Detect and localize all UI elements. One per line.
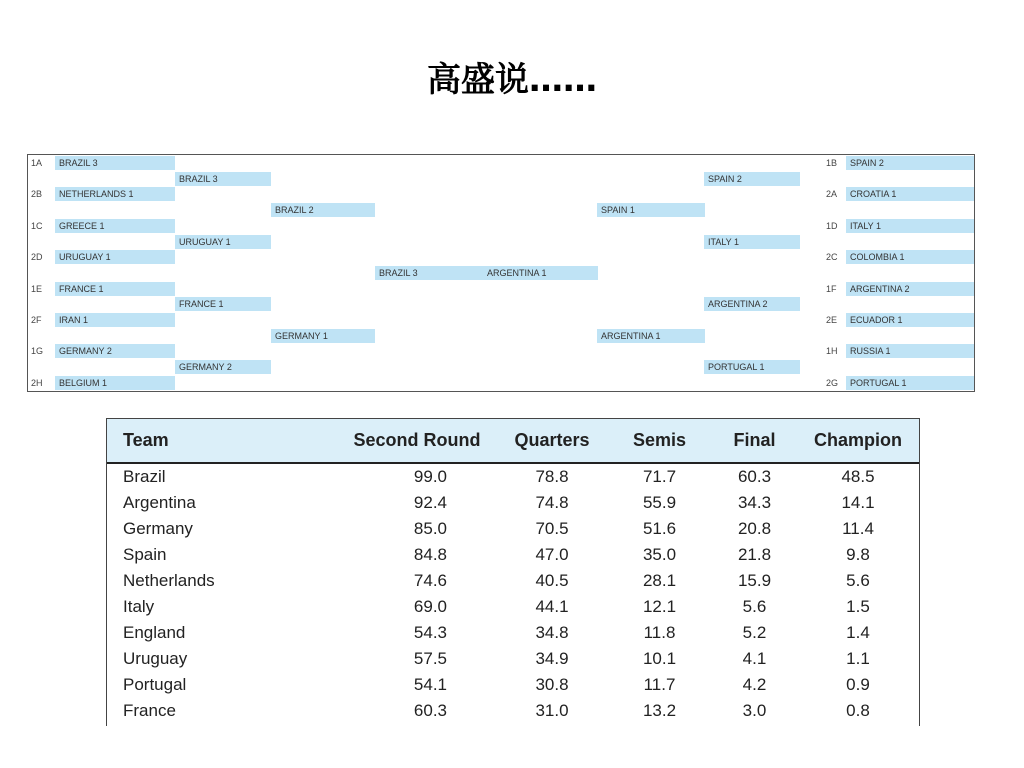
table-row [107, 698, 919, 724]
table-cell: Netherlands [123, 571, 215, 590]
bracket-r16-slot: BRAZIL 3 [55, 156, 175, 170]
table-row [107, 464, 919, 490]
table-row [107, 672, 919, 698]
bracket-qf-slot: GERMANY 2 [175, 360, 271, 374]
bracket-qf-slot: PORTUGAL 1 [704, 360, 800, 374]
table-cell: 5.6 [742, 597, 767, 616]
table-cell: 11.7 [643, 675, 676, 694]
table-cell: Brazil [123, 467, 166, 486]
table-cell: 70.5 [535, 519, 569, 538]
bracket-qf-slot: ARGENTINA 2 [704, 297, 800, 311]
bracket-r16-slot: ECUADOR 1 [846, 313, 974, 327]
table-row [107, 542, 919, 568]
bracket-seed: 1F [826, 283, 837, 294]
table-cell: Argentina [123, 493, 196, 512]
bracket-final-slot: BRAZIL 3 [375, 266, 483, 280]
column-header: Team [123, 430, 169, 450]
table-cell: 14.1 [841, 493, 875, 512]
bracket-seed: 2D [31, 252, 43, 263]
table-cell: 54.3 [413, 623, 447, 642]
table-row [107, 516, 919, 542]
knockout-bracket [27, 154, 975, 392]
bracket-qf-slot: ITALY 1 [704, 235, 800, 249]
bracket-sf-slot: GERMANY 1 [271, 329, 375, 343]
table-cell: 31.0 [535, 701, 569, 720]
bracket-r16-slot: ARGENTINA 2 [846, 282, 974, 296]
bracket-r16-slot: COLOMBIA 1 [846, 250, 974, 264]
table-cell: 13.2 [642, 701, 677, 720]
table-cell: Spain [123, 545, 167, 564]
table-cell: 11.8 [643, 623, 676, 642]
table-cell: 85.0 [413, 519, 447, 538]
table-cell: 74.6 [413, 571, 447, 590]
table-row [107, 568, 919, 594]
bracket-r16-slot: ITALY 1 [846, 219, 974, 233]
bracket-final-slot: ARGENTINA 1 [483, 266, 598, 280]
bracket-seed: 2C [826, 252, 838, 263]
table-cell: Italy [123, 597, 155, 616]
table-cell: 40.5 [535, 571, 569, 590]
bracket-r16-slot: NETHERLANDS 1 [55, 187, 175, 201]
table-cell: England [123, 623, 186, 642]
table-header [107, 419, 919, 464]
bracket-seed: 2B [31, 189, 43, 200]
bracket-r16-slot: PORTUGAL 1 [846, 376, 974, 390]
table-cell: 74.8 [535, 493, 569, 512]
table-cell: 57.5 [413, 649, 447, 668]
table-cell: 10.1 [642, 649, 677, 668]
column-header: Final [733, 430, 776, 450]
table-body [107, 464, 919, 724]
table-cell: 5.2 [742, 623, 767, 642]
column-header: Quarters [514, 430, 590, 450]
bracket-r16-slot: BELGIUM 1 [55, 376, 175, 390]
table-row [107, 594, 919, 620]
table-cell: 84.8 [413, 545, 447, 564]
table-cell: Germany [123, 519, 193, 538]
table-cell: 1.5 [846, 597, 870, 616]
bracket-qf-slot: SPAIN 2 [704, 172, 800, 186]
table-cell: 9.8 [846, 545, 870, 564]
table-cell: 51.6 [642, 519, 677, 538]
bracket-seed: 1H [826, 346, 838, 357]
table-cell: 92.4 [413, 493, 447, 512]
table-cell: 48.5 [841, 467, 875, 486]
bracket-sf-slot: SPAIN 1 [597, 203, 705, 217]
bracket-r16-slot: IRAN 1 [55, 313, 175, 327]
table-cell: France [123, 701, 176, 720]
table-cell: 34.8 [535, 623, 569, 642]
bracket-seed: 2F [31, 315, 42, 325]
bracket-sf-slot: BRAZIL 2 [271, 203, 375, 217]
table-cell: 71.7 [642, 467, 677, 486]
table-cell: 4.2 [742, 675, 767, 694]
table-cell: 20.8 [737, 519, 772, 538]
table-cell: 4.1 [742, 649, 767, 668]
table-cell: 15.9 [737, 571, 772, 590]
table-row [107, 620, 919, 646]
bracket-r16-slot: GERMANY 2 [55, 344, 175, 358]
column-header: Semis [632, 430, 687, 450]
table-cell: 30.8 [535, 675, 569, 694]
table-cell: 34.9 [535, 649, 569, 668]
table-row [107, 490, 919, 516]
table-cell: 21.8 [737, 545, 772, 564]
bracket-qf-slot: BRAZIL 3 [175, 172, 271, 186]
bracket-seed: 1C [31, 220, 43, 231]
table-cell: Uruguay [123, 649, 188, 668]
table-cell: 1.1 [846, 649, 870, 668]
table-cell: 44.1 [535, 597, 569, 616]
bracket-seed: 1D [826, 220, 838, 231]
bracket-seed: 1E [31, 283, 43, 294]
table-cell: Portugal [123, 675, 187, 694]
bracket-r16-slot: RUSSIA 1 [846, 344, 974, 358]
table-cell: 1.4 [846, 623, 870, 642]
table-cell: 0.8 [846, 701, 870, 720]
table-cell: 54.1 [413, 675, 447, 694]
table-cell: 11.4 [842, 519, 874, 538]
bracket-qf-slot: FRANCE 1 [175, 297, 271, 311]
table-row [107, 646, 919, 672]
column-header: Champion [814, 430, 902, 450]
table-cell: 0.9 [846, 675, 870, 694]
bracket-seed: 1B [826, 158, 838, 168]
bracket-seed: 1G [31, 346, 44, 357]
bracket-r16-slot: GREECE 1 [55, 219, 175, 233]
bracket-qf-slot: URUGUAY 1 [175, 235, 271, 249]
table-cell: 3.0 [742, 701, 767, 720]
table-cell: 60.3 [413, 701, 447, 720]
table-cell: 28.1 [642, 571, 677, 590]
bracket-seed: 2E [826, 315, 838, 325]
table-cell: 35.0 [642, 545, 677, 564]
bracket-r16-slot: FRANCE 1 [55, 282, 175, 296]
probability-table [106, 418, 920, 726]
table-cell: 78.8 [535, 467, 569, 486]
table-cell: 69.0 [413, 597, 447, 616]
table-cell: 55.9 [642, 493, 677, 512]
table-cell: 12.1 [642, 597, 677, 616]
bracket-seed: 1A [31, 158, 43, 168]
column-header: Second Round [353, 430, 481, 450]
table-cell: 5.6 [846, 571, 870, 590]
bracket-r16-slot: CROATIA 1 [846, 187, 974, 201]
bracket-seed: 2A [826, 189, 838, 200]
slide-title: 高盛说…… [427, 60, 597, 100]
table-cell: 60.3 [737, 467, 772, 486]
table-cell: 99.0 [413, 467, 447, 486]
bracket-sf-slot: ARGENTINA 1 [597, 329, 705, 343]
bracket-seed: 2H [31, 377, 43, 388]
bracket-seed: 2G [826, 377, 839, 388]
table-cell: 47.0 [535, 545, 569, 564]
table-cell: 34.3 [737, 493, 772, 512]
bracket-r16-slot: SPAIN 2 [846, 156, 974, 170]
bracket-r16-slot: URUGUAY 1 [55, 250, 175, 264]
